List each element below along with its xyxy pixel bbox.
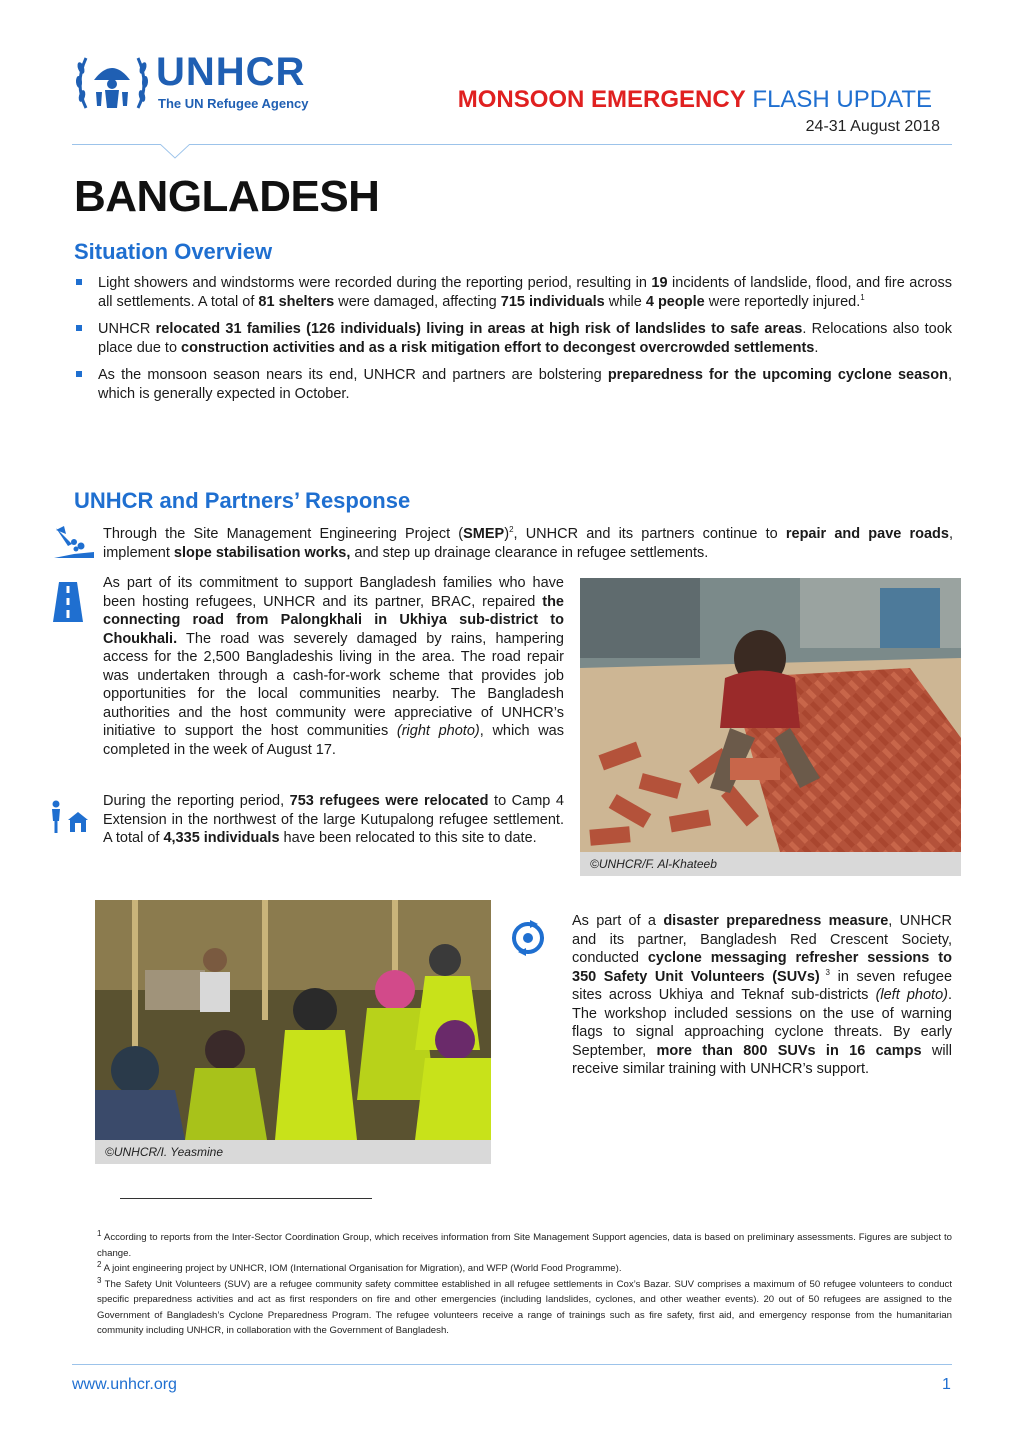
flash-title-red: MONSOON EMERGENCY bbox=[457, 86, 746, 113]
header-divider bbox=[72, 144, 952, 145]
footnote-divider bbox=[120, 1198, 372, 1199]
situation-overview-heading: Situation Overview bbox=[74, 239, 273, 264]
workshop-illustration bbox=[95, 900, 491, 1140]
bullet-item: As the monsoon season nears its end, UNHCR and partners are bolstering preparedness for the upcoming cyclone season, which is generally expected in October. bbox=[76, 366, 952, 404]
page-title: BANGLADESH bbox=[74, 172, 380, 221]
response-paragraph-relocation: During the reporting period, 753 refugees were relocated to Camp 4 Extension in the northwest of the large Kutupalong refugee settlement. A total of 4,335 individuals have been relocated to this site to date. bbox=[103, 793, 564, 846]
response-paragraph-cyclone: As part of a disaster preparedness measure, UNHCR and its partner, Bangladesh Red Crescent Society, conducted cyclone messaging refresher sessions to 350 Safety Unit Volunteers (SUVs) $^3$ in seven refugee sites across Ukhiya and Teknaf sub-districts (left photo). The workshop included sessions on the use of warning flags to signal approaching cyclone threats. By early September, more than 800 SUVs in 16 camps will receive similar training with UNHCR’s support. bbox=[572, 913, 953, 1077]
flash-update-title bbox=[458, 86, 932, 114]
cyclone-icon bbox=[508, 918, 548, 958]
footnote-3: $^3$ The Safety Unit Volunteers (SUV) are a refugee community safety committee established in all refugee settlements in Cox’s Bazar. SUV comprises a maximum of 50 refugee volunteers to conduct specific preparedness activities and act as first responders on fire and other emergencies (including landslides, cyclones, and other weather events). 20 out of 50 refugees are assigned to the Government of Bangladesh’s Cyclone Preparedness Program. The refugee volunteers receive a range of trainings such as fire safety, first aid, and emergency response from the humanitarian community including UNHCR, in collaboration with the Government of Bangladesh. bbox=[97, 1275, 952, 1336]
response-paragraph-smep: Through the Site Management Engineering Project (SMEP)$^2$, UNHCR and its partners continue to repair and pave roads, implement slope stabilisation works, and step up drainage clearance in refugee settlements. bbox=[103, 525, 953, 561]
footnote-1: $^1$ According to reports from the Inter-Sector Coordination Group, which receives information from Site Management Support agencies, data is based on preliminary assessments. Figures are subject to change. bbox=[97, 1228, 952, 1259]
logo-tagline: The UN Refugee Agency bbox=[158, 96, 309, 111]
road-repair-illustration bbox=[580, 578, 961, 852]
header-divider-notch bbox=[160, 144, 190, 160]
response-paragraph-road: As part of its commitment to support Bangladesh families who have been hosting refugees, UNHCR and its partner, BRAC, repaired the connecting road from Palongkhali in Ukhiya sub-district to Choukhali. The road was severely damaged by rains, hampering access for the 2,500 Bangladeshis living in the area. The road repair was undertaken through a cash-for-work scheme that provides job opportunities for the local communities nearby. The Bangladesh authorities and the host community were appreciative of UNHCR’s initiative to support the host communities (right photo), which was completed in the week of August 17. bbox=[103, 575, 564, 758]
road-repair-photo bbox=[580, 578, 961, 876]
landslide-icon bbox=[54, 524, 94, 560]
footnotes bbox=[97, 1230, 952, 1339]
photo-caption-left: ©UNHCR/I. Yeasmine bbox=[95, 1140, 491, 1164]
bullet-item: Light showers and windstorms were recorded during the reporting period, resulting in 19 incidents of landslide, flood, and fire across all settlements. A total of 81 shelters were damaged, affecting 715 individuals while 4 people were reportedly injured.$^1$ bbox=[76, 274, 952, 312]
report-date: 24-31 August 2018 bbox=[805, 118, 940, 135]
page-number: 1 bbox=[942, 1376, 951, 1393]
response-heading: UNHCR and Partners’ Response bbox=[74, 488, 411, 513]
bullet-item: UNHCR relocated 31 families (126 individuals) living in areas at high risk of landslides to safe areas. Relocations also took place due to construction activities and as a risk mitigation effort to decongest overcrowded settlements. bbox=[76, 320, 952, 358]
footnote-2: $^2$ A joint engineering project by UNHCR, IOM (International Organisation for Migration), and WFP (World Food Programme). bbox=[97, 1259, 622, 1274]
road-icon bbox=[53, 582, 83, 622]
relocation-icon bbox=[48, 800, 92, 834]
logo-name: UNHCR bbox=[156, 50, 306, 94]
situation-bullets bbox=[76, 274, 952, 412]
footer-divider bbox=[72, 1364, 952, 1365]
footer-website-link[interactable]: www.unhcr.org bbox=[72, 1376, 177, 1393]
unhcr-logo-icon bbox=[72, 50, 152, 116]
photo-caption-right: ©UNHCR/F. Al-Khateeb bbox=[580, 852, 961, 876]
flash-title-blue: FLASH UPDATE bbox=[752, 86, 932, 113]
workshop-photo bbox=[95, 900, 491, 1164]
